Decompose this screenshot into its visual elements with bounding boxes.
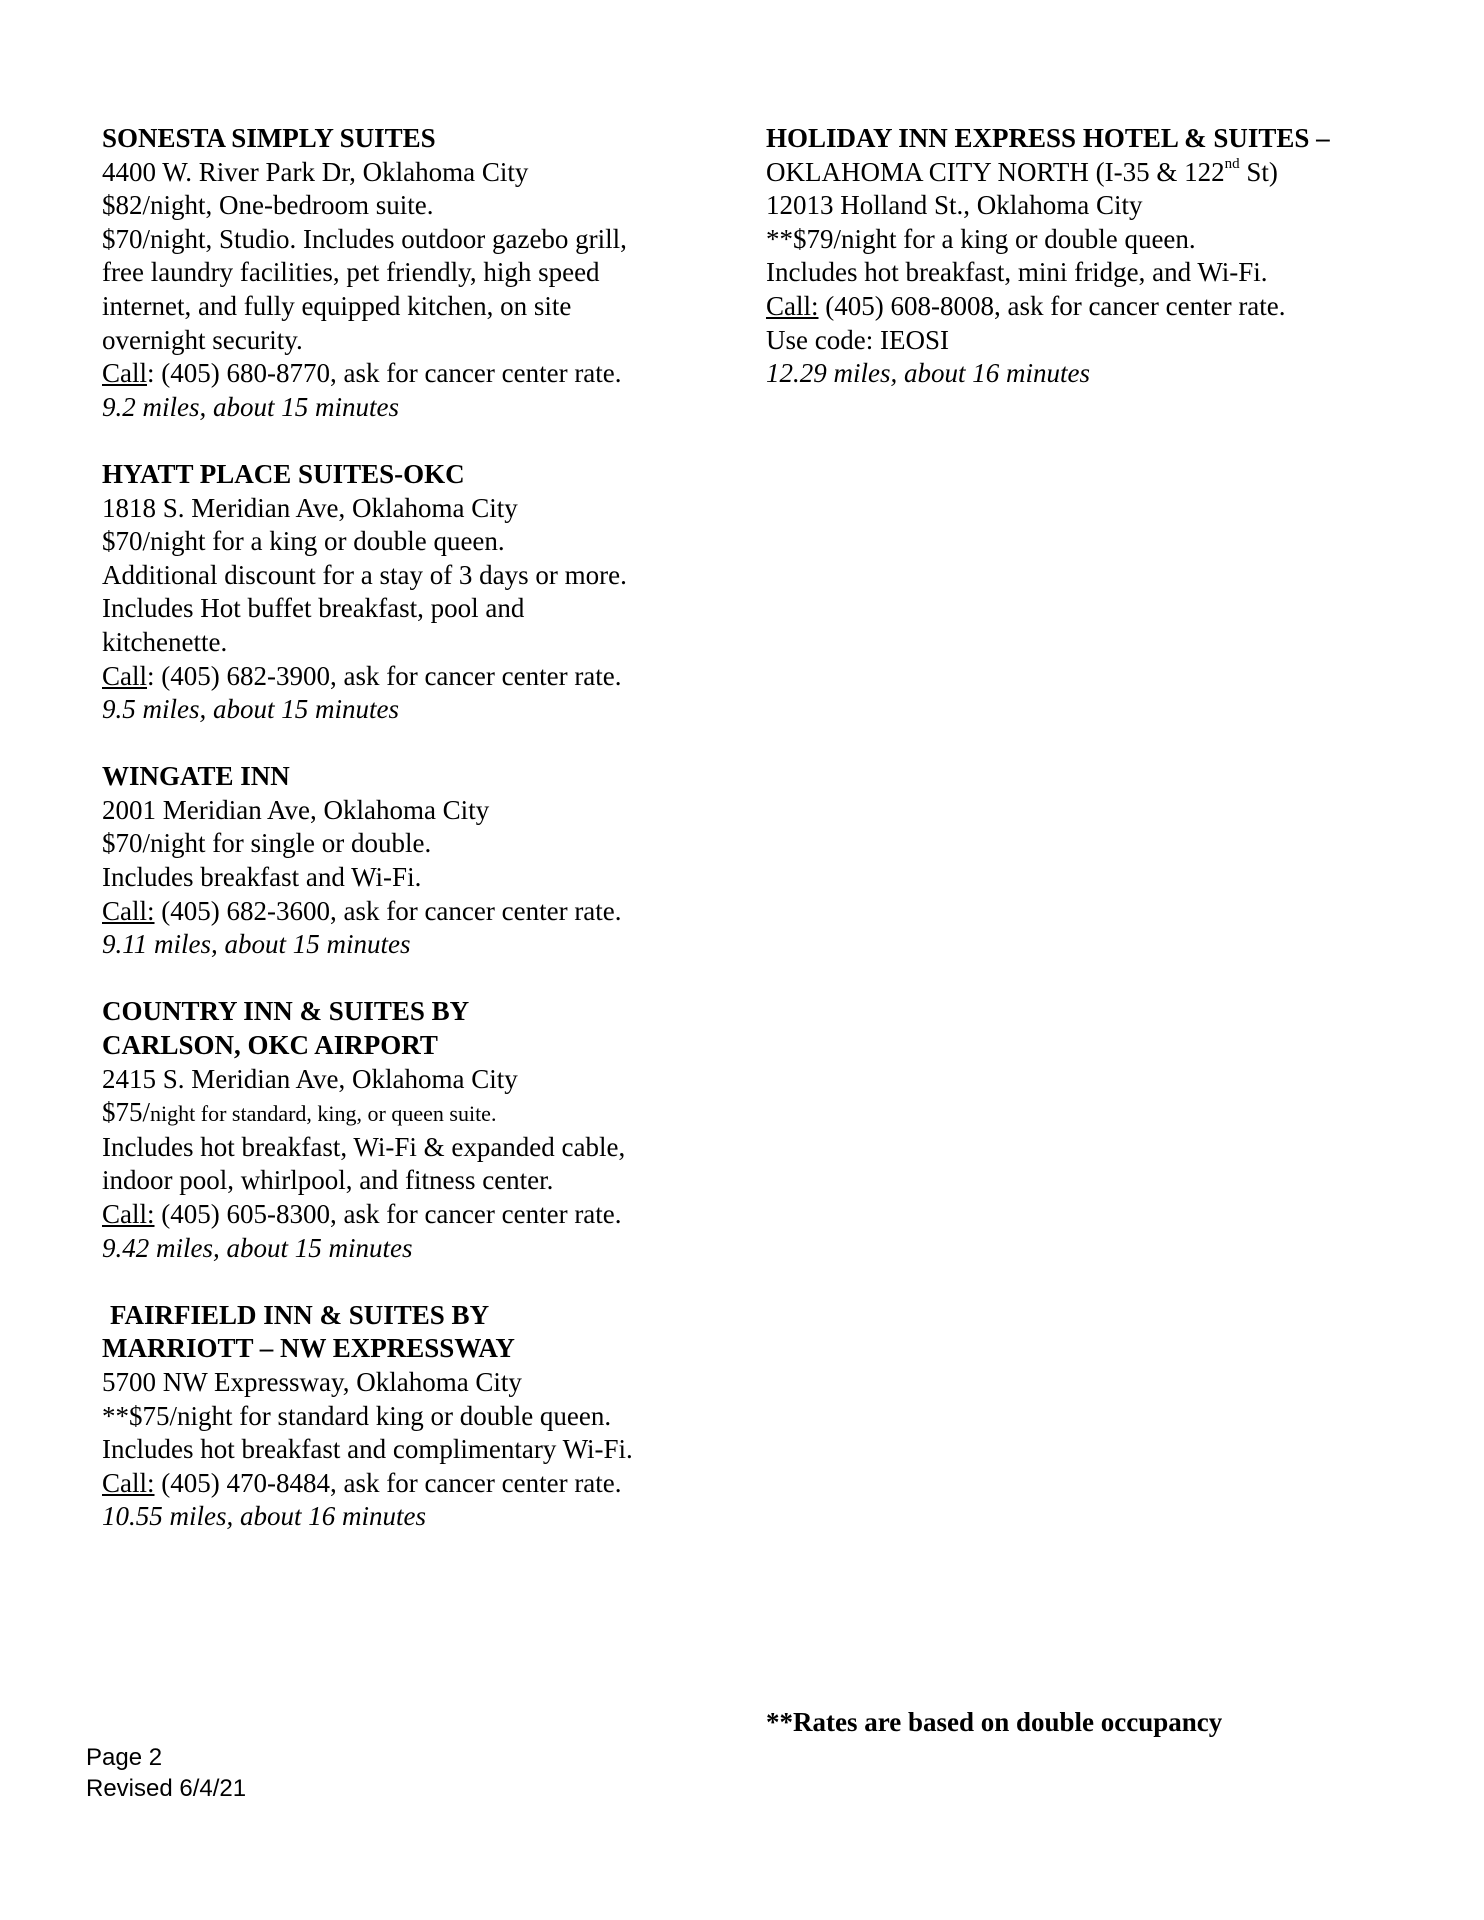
hotel-name bbox=[102, 122, 742, 156]
hotel-detail-line: free laundry facilities, pet friendly, high speed bbox=[102, 257, 600, 288]
hotel-address: 1818 S. Meridian Ave, Oklahoma City bbox=[102, 492, 518, 523]
hotel-entry-country-inn bbox=[102, 995, 742, 1265]
hotel-call-line bbox=[102, 895, 742, 929]
hotel-code: Use code: IEOSI bbox=[766, 324, 949, 355]
hotel-name-line: COUNTRY INN & SUITES BY bbox=[102, 996, 470, 1027]
hotel-detail-line: kitchenette. bbox=[102, 626, 228, 657]
call-label: Call bbox=[102, 358, 147, 389]
hotel-subname bbox=[766, 156, 1446, 190]
right-column bbox=[766, 122, 1446, 424]
hotel-call-line bbox=[102, 1198, 742, 1232]
hotel-detail-line: $70/night, Studio. Includes outdoor gazebo grill, bbox=[102, 223, 627, 254]
hotel-entry-fairfield bbox=[102, 1299, 742, 1534]
call-text: (405) 470-8484, ask for cancer center rate. bbox=[154, 1467, 622, 1498]
hotel-address: 2415 S. Meridian Ave, Oklahoma City bbox=[102, 1063, 518, 1094]
hotel-name-line: MARRIOTT – NW EXPRESSWAY bbox=[102, 1333, 515, 1364]
hotel-detail-line: indoor pool, whirlpool, and fitness center. bbox=[102, 1165, 554, 1196]
hotel-detail-line: Includes hot breakfast, Wi-Fi & expanded cable, bbox=[102, 1131, 626, 1162]
hotel-name-line: WINGATE INN bbox=[102, 761, 290, 792]
hotel-distance: 9.11 miles, about 15 minutes bbox=[102, 929, 411, 960]
subname-before: OKLAHOMA CITY NORTH (I-35 & 122 bbox=[766, 156, 1225, 187]
hotel-entry-sonesta bbox=[102, 122, 742, 424]
hotel-detail-line: internet, and fully equipped kitchen, on site bbox=[102, 290, 572, 321]
hotel-address: 2001 Meridian Ave, Oklahoma City bbox=[102, 794, 490, 825]
hotel-detail-line: Includes breakfast and Wi-Fi. bbox=[102, 862, 422, 893]
hotel-call-line bbox=[766, 290, 1446, 324]
hotel-detail-line: $82/night, One-bedroom suite. bbox=[102, 190, 434, 221]
subname-superscript: nd bbox=[1224, 155, 1240, 172]
hotel-call-line bbox=[102, 660, 742, 694]
rate-rest: night for standard, king, or queen suite. bbox=[150, 1101, 497, 1127]
hotel-address: 5700 NW Expressway, Oklahoma City bbox=[102, 1366, 522, 1397]
subname-after: St) bbox=[1239, 156, 1278, 187]
hotel-detail-line: Includes Hot buffet breakfast, pool and bbox=[102, 593, 525, 624]
page-number: Page 2 bbox=[86, 1744, 163, 1771]
call-text: (405) 605-8300, ask for cancer center rate. bbox=[154, 1199, 622, 1229]
hotel-call-line bbox=[102, 357, 742, 391]
hotel-name-line: FAIRFIELD INN & SUITES BY bbox=[110, 1299, 490, 1330]
call-label: Call: bbox=[766, 290, 819, 321]
call-text: (405) 608-8008, ask for cancer center rate. bbox=[818, 290, 1286, 321]
hotel-name-line: HYATT PLACE SUITES-OKC bbox=[102, 458, 465, 489]
call-label: Call: bbox=[102, 1467, 155, 1498]
hotel-name bbox=[102, 995, 742, 1062]
call-label: Call: bbox=[102, 895, 155, 926]
rate-prefix: $75/ bbox=[102, 1097, 151, 1128]
hotel-detail-line: **$75/night for standard king or double queen. bbox=[102, 1400, 612, 1431]
hotel-distance: 10.55 miles, about 16 minutes bbox=[102, 1501, 426, 1532]
hotel-distance: 9.5 miles, about 15 minutes bbox=[102, 694, 399, 725]
hotel-detail-line: Includes hot breakfast, mini fridge, and Wi-Fi. bbox=[766, 257, 1268, 288]
hotel-name-line: CARLSON, OKC AIRPORT bbox=[102, 1030, 438, 1061]
call-text: : (405) 680-8770, ask for cancer center rate. bbox=[147, 358, 622, 389]
hotel-detail-line: overnight security. bbox=[102, 324, 303, 355]
hotel-rate-line bbox=[102, 1096, 742, 1131]
call-text: (405) 682-3600, ask for cancer center rate. bbox=[154, 895, 622, 926]
call-label: Call: bbox=[102, 1199, 155, 1229]
left-column bbox=[102, 122, 742, 1568]
hotel-detail-line: Additional discount for a stay of 3 days or more. bbox=[102, 559, 627, 590]
hotel-name bbox=[102, 458, 742, 492]
hotel-call-line bbox=[102, 1467, 742, 1501]
call-text: : (405) 682-3900, ask for cancer center rate. bbox=[147, 660, 622, 691]
page-footer bbox=[86, 1742, 246, 1804]
hotel-address: 4400 W. River Park Dr, Oklahoma City bbox=[102, 156, 529, 187]
hotel-name: HOLIDAY INN EXPRESS HOTEL & SUITES – bbox=[766, 123, 1330, 153]
hotel-entry-hyatt bbox=[102, 458, 742, 727]
revised-date: Revised 6/4/21 bbox=[86, 1775, 247, 1802]
hotel-distance: 9.42 miles, about 15 minutes bbox=[102, 1232, 413, 1263]
hotel-address: 12013 Holland St., Oklahoma City bbox=[766, 190, 1143, 221]
call-label: Call bbox=[102, 660, 147, 691]
hotel-name bbox=[102, 1299, 742, 1366]
hotel-entry-holiday-inn bbox=[766, 122, 1446, 391]
hotel-entry-wingate bbox=[102, 760, 742, 962]
hotel-detail-line: $70/night for a king or double queen. bbox=[102, 526, 505, 557]
hotel-detail-line: $70/night for single or double. bbox=[102, 828, 432, 859]
rates-note: **Rates are based on double occupancy bbox=[766, 1707, 1223, 1737]
hotel-detail-line: **$79/night for a king or double queen. bbox=[766, 223, 1196, 254]
hotel-distance: 12.29 miles, about 16 minutes bbox=[766, 358, 1090, 389]
hotel-detail-line: Includes hot breakfast and complimentary Wi-Fi. bbox=[102, 1434, 633, 1465]
hotel-distance: 9.2 miles, about 15 minutes bbox=[102, 391, 399, 422]
hotel-name-line: SONESTA SIMPLY SUITES bbox=[102, 123, 436, 153]
hotel-name bbox=[102, 760, 742, 794]
